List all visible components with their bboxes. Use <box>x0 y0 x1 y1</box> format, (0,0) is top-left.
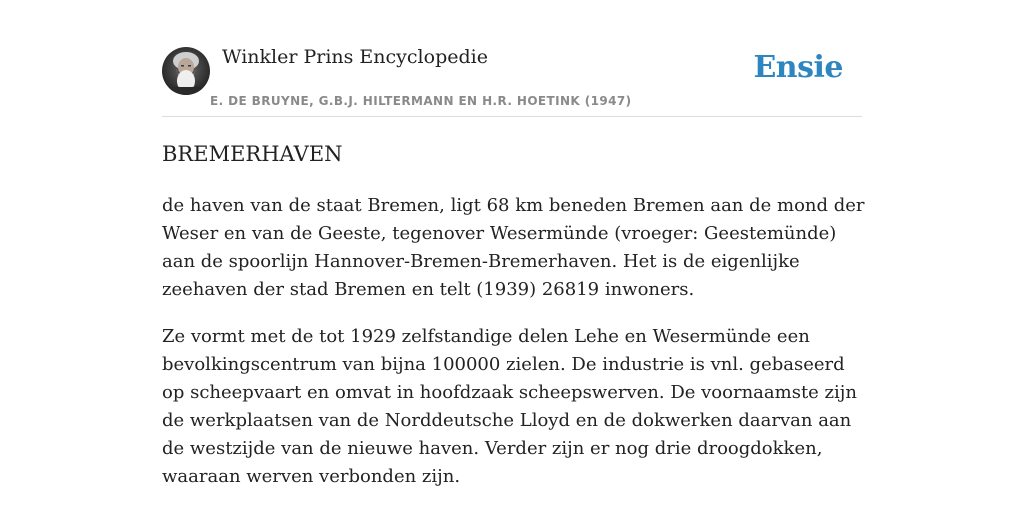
entry-title: BREMERHAVEN <box>162 142 343 166</box>
byline: E. DE BRUYNE, G.B.J. HILTERMANN EN H.R. HOETINK (1947) <box>210 94 632 108</box>
entry-paragraph: Ze vormt met de tot 1929 zelfstandige delen Lehe en Wesermünde een bevolkingscentrum van bijna 100000 zielen. De industrie is vnl. gebaseerd op scheepvaart en omvat in hoofdzaak scheepswerven. De voornaamste zijn de werkplaatsen van de Norddeutsche Lloyd en de dokwerken daarvan aan de westzijde van de nieuwe haven. Verder zijn er nog drie droogdokken, waaraan werven verbonden zijn. <box>162 326 857 487</box>
avatar-image <box>162 47 210 95</box>
entry-paragraph: de haven van de staat Bremen, ligt 68 km beneden Bremen aan de mond der Weser en van de Geeste, tegenover Wesermünde (vroeger: Geestemünde) aan de spoorlijn Hannover-Bremen-Bremerhaven. Het is de eigenlijke zeehaven der stad Bremen en telt (1939) 26819 inwoners. <box>162 195 865 300</box>
page-header <box>162 0 862 117</box>
page-container <box>162 0 865 487</box>
brand-logo[interactable]: Ensie <box>753 50 843 85</box>
publication-title[interactable]: Winkler Prins Encyclopedie <box>222 46 488 68</box>
author-portrait-icon[interactable] <box>162 47 210 95</box>
